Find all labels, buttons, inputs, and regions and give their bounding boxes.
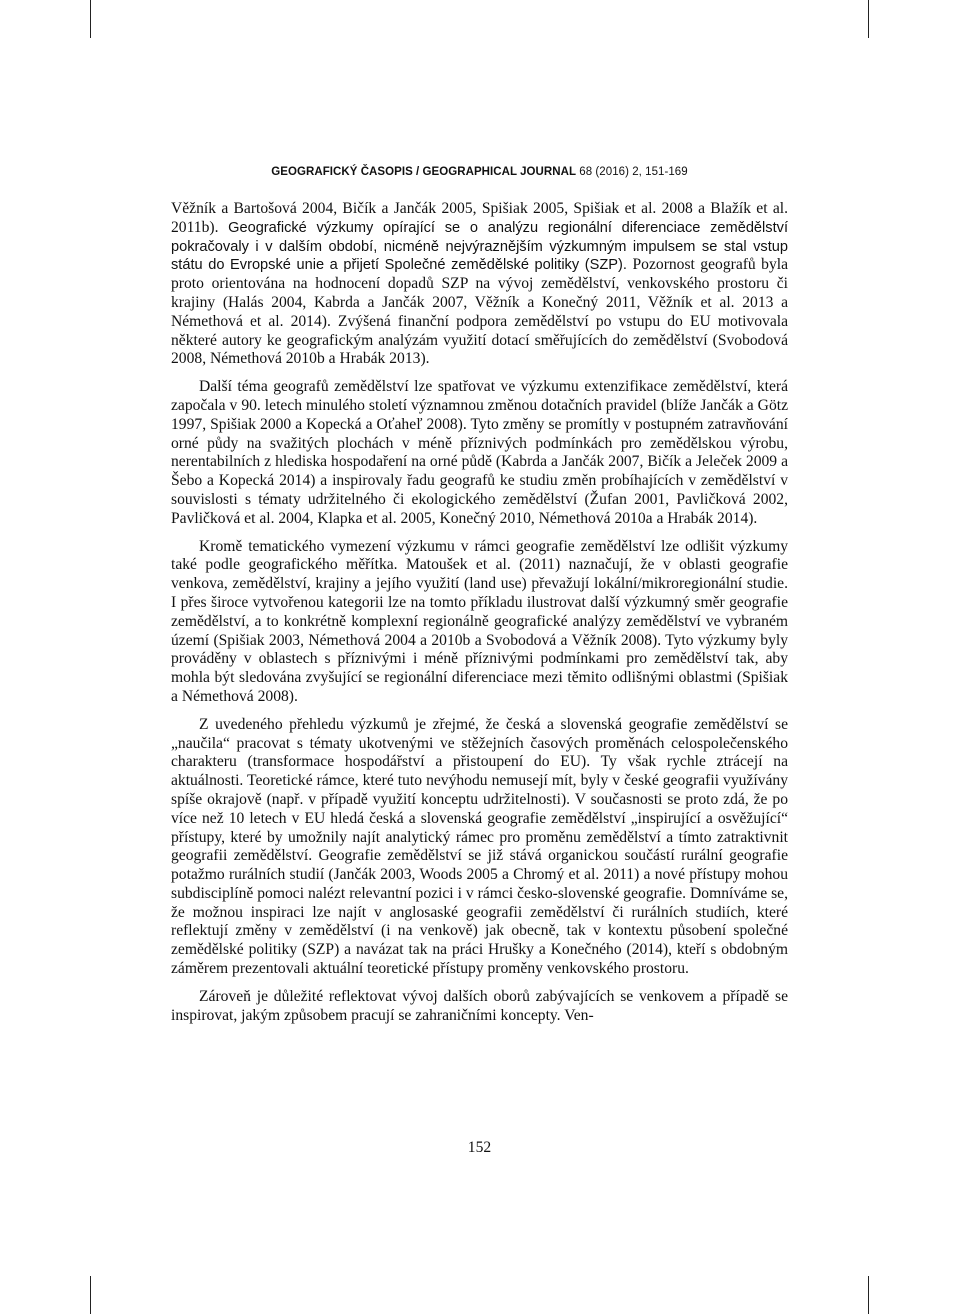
crop-mark-bottom-right [868,1276,869,1314]
paragraph [171,378,788,528]
text-segment: Věžník a Bartošová 2004, Bičík a Jančák 2005, Spišiak 2005, Spišiak et al. 2008 a Blažík et al. 2011b). [171,200,788,236]
crop-mark-top-left [90,0,91,38]
text-segment: Z uvedeného přehledu výzkumů je zřejmé, že česká a slovenská geografie zemědělství se „naučila“ pracovat s tématy ukotvenými ve stěžejních časových proměnách celospolečenského charakteru (transformace hospodářství a přistoupení do EU). Ty však rychle ztrácejí na aktuálnosti. Teoretické rámce, které tuto nevýhodu nemusejí mít, byly v české geografii využívány spíše okrajově (např. v případě využití konceptu udržitelnosti). V současnosti se proto zdá, že po více než 10 letech v EU hledá česká a slovenská geografie zemědělství „inspirující a osvěžující“ přístupy, které by umožnily najít analytický rámec pro proměnu zemědělství a tímto zatraktivnit geografii zemědělství. Geografie zemědělství se již stává organickou součástí rurální geografie potažmo rurálních studií (Jančák 2003, Woods 2005 a Chromý et al. 2011) a nové přístupy mohou subdisciplíně pomoci nalézt relevantní pozici i v rámci česko-slovenské geografie. Domníváme se, že možnou inspiraci lze najít v anglosaské geografii zemědělství či rurálních studiích, které reflektují změny v zemědělství (i na venkově) jak obecně, tak v kontextu působení společné zemědělské politiky (SZP) a navázat tak na práci Hrušky a Konečného (2014), kteří s obdobným záměrem prezentovali aktuální teoretické přístupy proměny venkovského prostoru. [171,715,788,978]
crop-mark-bottom-left [90,1276,91,1314]
paragraph [171,988,788,1026]
paragraph [171,200,788,369]
text-segment: Další téma geografů zemědělství lze spatřovat ve výzkumu extenzifikace zemědělství, která započala v 90. letech minulého století významnou změnou dotačních pravidel (blíže Jančák a Götz 1997, Spišiak 2000 a Kopecká a Oťaheľ 2008). Tyto změny se promítly v postupném zatravňování orné půdy na svažitých plochách v méně příznivých podmínkách pro zemědělskou výrobu, nerentabilních z hlediska hospodaření na orné půdě (Kabrda a Jančák 2007, Bičík a Jeleček 2009 a Šebo a Kopecká 2014) a inspirovaly řadu geografů ke studiu změn probíhajících v zemědělství v souvislosti s tématy udržitelného či ekologického zemědělství (Žufan 2001, Pavličková 2002, Pavličková et al. 2004, Klapka et al. 2005, Konečný 2010, Némethová 2010a a Hrabák 2014). [171,378,788,527]
text-segment: Kromě tematického vymezení výzkumu v rámci geografie zemědělství lze odlišit výzkumy také podle geografického měřítka. Matoušek et al. (2011) naznačují, že v oblasti geografie venkova, zemědělství, krajiny a jejího využití (land use) převažují lokální/mikroregionální studie. I přes široce vytvořenou kategorii lze na tomto příkladu ilustrovat další výzkumný směr geografie zemědělství, a to konkrétně komplexní regionálně geografické analýzy zemědělství ve vybraném území (Spišiak 2003, Némethová 2004 a 2010b a Svobodová a Věžník 2008). Tyto výzkumy byly prováděny v oblastech s příznivými i méně příznivými podmínkami pro zemědělství tak, aby mohla být sledována zvyšující se regionální diferenciace mezi těmito odlišnými oblastmi (Spišiak a Némethová 2008). [171,537,788,705]
issue-info: 68 (2016) 2, 151-169 [579,166,688,178]
text-segment: Pozornost geografů byla proto orientována na hodnocení dopadů SZP na vývoj zemědělství, venkovského prostoru či krajiny (Halás 2004, Kabrda a Jančák 2007, Věžník a Konečný 2011, Věžník et al. 2013 a Némethová et al. 2014). Zvýšená finanční podpora zemědělství po vstupu do EU motivovala některé autory ke geografickým analýzám využití dotací směřujících do zemědělství (Svobodová 2008, Némethová 2010b a Hrabák 2013). [171,256,789,368]
article-body [171,200,788,1034]
paragraph [171,538,788,707]
crop-mark-top-right [868,0,869,38]
journal-title: GEOGRAFICKÝ ČASOPIS / GEOGRAPHICAL JOURNAL [271,166,577,178]
page-number: 152 [467,1139,492,1156]
running-header [171,166,788,178]
paragraph [171,716,788,979]
text-segment: Zároveň je důležité reflektovat vývoj dalších oborů zabývajících se venkovem a případě se inspirovat, jakým způsobem pracují se zahraničními koncepty. Ven- [171,987,788,1024]
sans-text-segment: Geografické výzkumy opírající se o analýzu regionální diferenciace zemědělství pokračovaly i v dalším období, nicméně nejvýraznějším výzkumným impulsem se stal vstup státu do Evropské unie a přijetí Společné zemědělské politiky (SZP). [171,219,788,274]
